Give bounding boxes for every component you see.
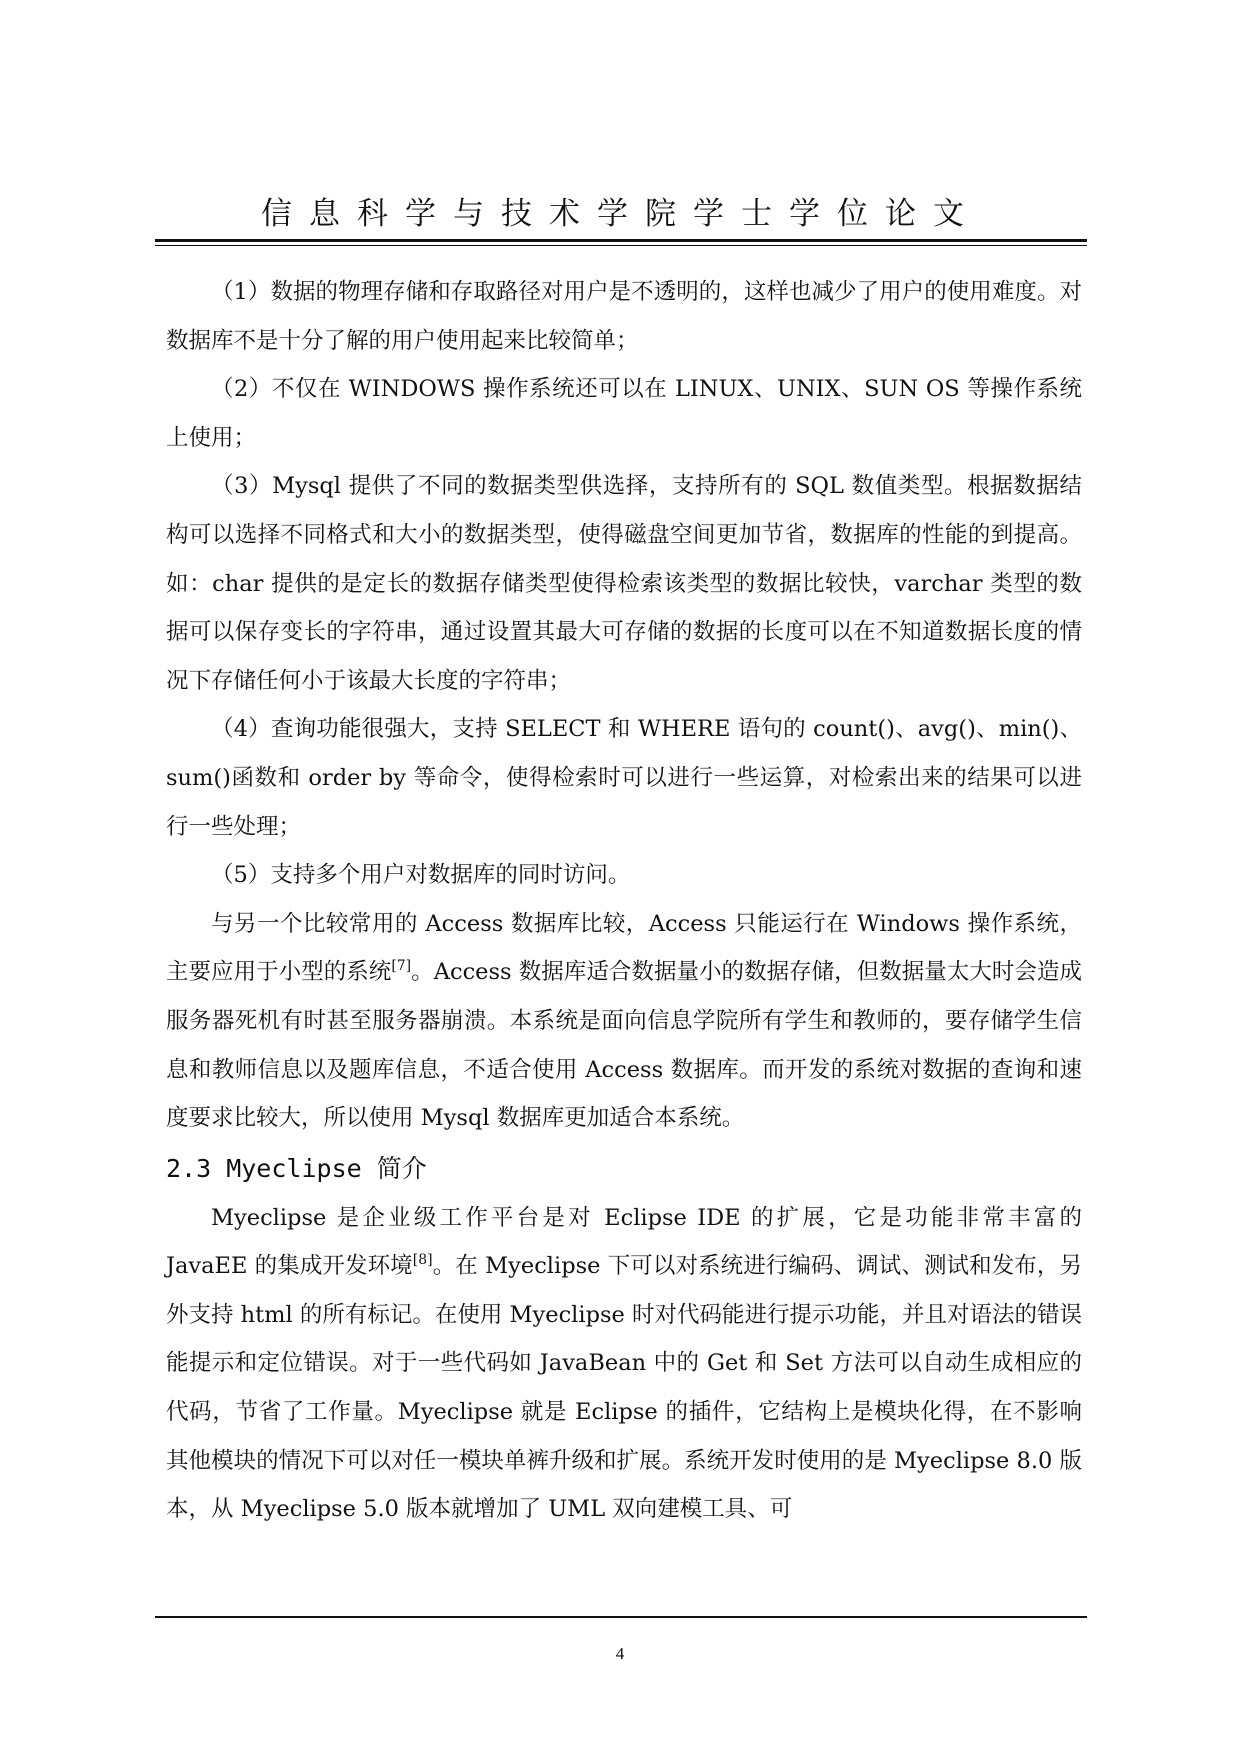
header-title: 信息科学与技术学院学士学位论文 [261,196,981,232]
section-number-title: 2.3 Myeclipse [166,1153,362,1183]
list-item-4: （4）查询功能很强大，支持 SELECT 和 WHERE 语句的 count()、avg()、min()、sum()函数和 order by 等命令，使得检索时可以进行一些运算，对检索出来的结果可以进行一些处理； [166,716,1082,840]
header-rule-thick [155,239,1087,242]
myeclipse-paragraph-text-1: Myeclipse 是企业级工作平台是对 Eclipse IDE 的扩展，它是功能非常丰富的 JavaEE 的集成开发环境 [166,1204,1082,1280]
citation-8: [8] [412,1252,433,1269]
body-text [166,268,1082,1534]
list-item-2: （2）不仅在 WINDOWS 操作系统还可以在 LINUX、UNIX、SUN OS 等操作系统上使用； [166,376,1082,451]
access-comparison-paragraph [166,900,1082,1143]
myeclipse-paragraph [166,1194,1082,1534]
list-item-3: （3）Mysql 提供了不同的数据类型供选择，支持所有的 SQL 数值类型。根据数据结构可以选择不同格式和大小的数据类型，使得磁盘空间更加节省，数据库的性能的到提高。如：char 提供的是定长的数据存储类型使得检索该类型的数据比较快，varchar 类型的数据可以保存变长的字符串，通过设置其最大可存储的数据的长度可以在不知道数据长度的情况下存储任何小于该最大长度的字符串； [166,473,1082,694]
list-item-5: （5）支持多个用户对数据库的同时访问。 [211,862,631,889]
page-number: 4 [615,1644,625,1663]
section-cn-title: 简介 [376,1153,427,1183]
header-rule-thin [155,245,1087,246]
access-paragraph-text-2: 。Access 数据库适合数据量小的数据存储，但数据量太大时会造成服务器死机有时甚至服务器崩溃。本系统是面向信息学院所有学生和教师的，要存储学生信息和教师信息以及题库信息，不适合使用 Access 数据库。而开发的系统对数据的查询和速度要求比较大，所以使用 Mysql 数据库更加适合本系统。 [166,959,1082,1132]
footer-rule [155,1616,1087,1618]
access-paragraph-text-1: 与另一个比较常用的 Access 数据库比较，Access 只能运行在 Windows 操作系统，主要应用于小型的系统 [166,910,1082,986]
myeclipse-paragraph-text-2: 。在 Myeclipse 下可以对系统进行编码、调试、测试和发布，另外支持 html 的所有标记。在使用 Myeclipse 时对代码能进行提示功能，并且对语法的错误能提示和定位错误。对于一些代码如 JavaBean 中的 Get 和 Set 方法可以自动生成相应的代码，节省了工作量。Myeclipse 就是 Eclipse 的插件，它结构上是模块化得，在不影响其他模块的情况下可以对任一模块单裤升级和扩展。系统开发时使用的是 Myeclipse 8.0 版本，从 Myeclipse 5.0 版本就增加了 UML 双向建模工具、可 [166,1253,1082,1523]
section-heading [166,1146,1082,1191]
list-item-1: （1）数据的物理存储和存取路径对用户是不透明的，这样也减少了用户的使用难度。对数据库不是十分了解的用户使用起来比较简单； [166,279,1082,354]
citation-7: [7] [391,958,412,975]
